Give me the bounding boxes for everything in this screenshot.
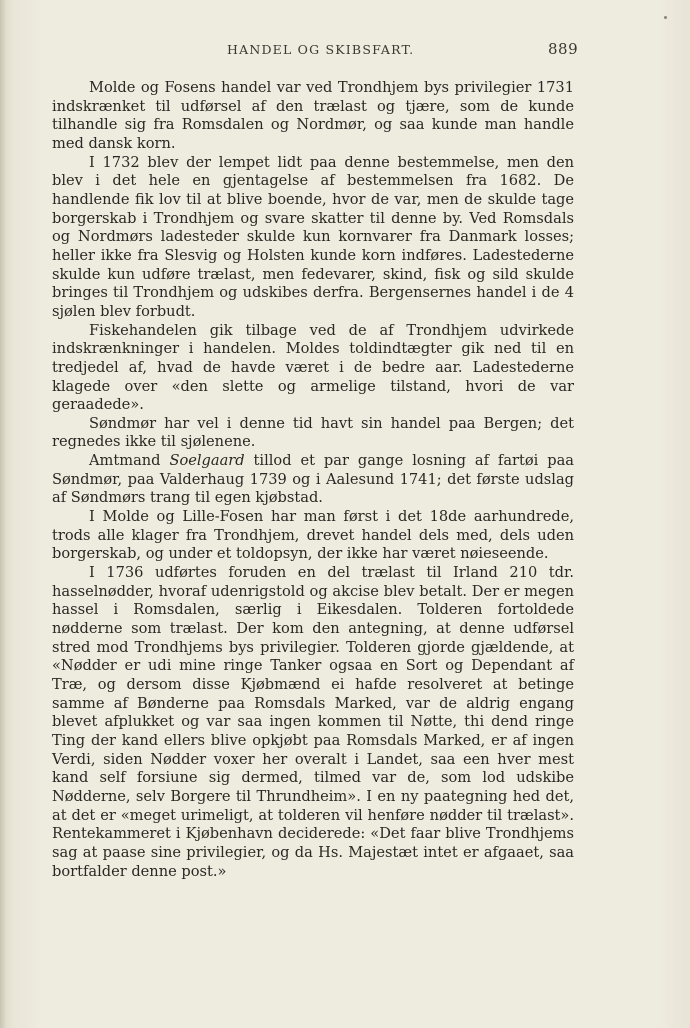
amtmand-text-after: tillod et par gange losning af fartøi paa Søndmør, paa Valderhaug 1739 og i Aalesund 1741; det første udslag af Søndmørs trang til egen kjøbstad. — [52, 452, 574, 507]
amtmand-name: Soelgaard — [169, 452, 245, 470]
paragraph-lille-fosen: I Molde og Lille-Fosen har man først i det 18de aarhundrede, trods alle klager fra Trondhjem, drevet handel dels med, dels uden borgerskab, og under et toldopsyn, der ikke har været nøieseende. — [52, 508, 574, 563]
paragraph-fiskehandelen: Fiskehandelen gik tilbage ved de af Trondhjem udvirkede indskrænkninger i handelen. Moldes toldindtægter gik ned til en tredjedel af, hvad de havde været i de bedre aar. Ladestederne klagede over «den slette og armelige tilstand, hvori de var geraadede». — [52, 321, 574, 414]
paragraph-amtmand — [52, 452, 574, 508]
paragraph-molde-fosen: Molde og Fosens handel var ved Trondhjem bys privilegier 1731 indskrænket til udførsel af den trælast og tjære, som de kunde tilhandle sig fra Romsdalen og Nordmør, og saa kunde man handle med dansk korn. — [52, 79, 574, 152]
page-number: 889 — [548, 40, 579, 58]
paragraph-sondmor: Søndmør har vel i denne tid havt sin handel paa Bergen; det regnedes ikke til sjølenene. — [52, 414, 574, 451]
paragraph-1732: I 1732 blev der lempet lidt paa denne bestemmelse, men den blev i det hele en gjentagelse af bestemmelsen fra 1682. De handlende fik lov til at blive boende, hvor de var, men de skulde tage borgerskab i Trondhjem og svare skatter til denne by. Ved Romsdals og Nordmørs ladesteder skulde kun kornvarer fra Danmark losses; heller ikke fra Slesvig og Holsten kunde korn indføres. Ladestederne skulde kun udføre trælast, men fedevarer, skind, fisk og sild skulde bringes til Trondhjem og udskibes derfra. Bergensernes handel i de 4 sjølen blev forbudt. — [52, 153, 574, 320]
paragraph-1736: I 1736 udførtes foruden en del trælast til Irland 210 tdr. hasselnødder, hvoraf udenrigstold og akcise blev betalt. Der er megen hassel i Romsdalen, særlig i Eikesdalen. Tolderen fortoldede nødderne som trælast. Der kom den antegning, at denne udførsel stred mod Trondhjems bys privilegier. Tolderen gjorde gjældende, at «Nødder er udi mine ringe Tanker ogsaa en Sort og Dependant af Træ, og dersom disse Kjøbmænd ei hafde resolveret at betinge samme af Bønderne paa Romsdals Marked, var de aldrig engang blevet afplukket og var saa ingen kommen til Nøtte, thi dend ringe Ting der kand ellers blive opkjøbt paa Romsdals Marked, er af ingen Verdi, siden Nødder voxer her overalt i Landet, saa een hver mest kand self forsiune sig dermed, tilmed var de, som lod udskibe Nødderne, selv Borgere til Thrundheim». I en ny paategning hed det, at det er «meget urimeligt, at tolderen vil henføre nødder til trælast». Rentekammeret i Kjøbenhavn deciderede: «Det faar blive Trondhjems sag at paase sine privilegier, og da Hs. Majestæt intet er afgaaet, saa bortfalder denne post.» — [52, 564, 574, 880]
running-title: HANDEL OG SKIBSFART. — [227, 42, 415, 57]
page-header — [0, 42, 690, 64]
amtmand-text-before: Amtmand — [89, 452, 170, 470]
print-speck — [664, 16, 667, 19]
body-text — [52, 79, 574, 881]
page-edge-shadow — [0, 0, 6, 1028]
